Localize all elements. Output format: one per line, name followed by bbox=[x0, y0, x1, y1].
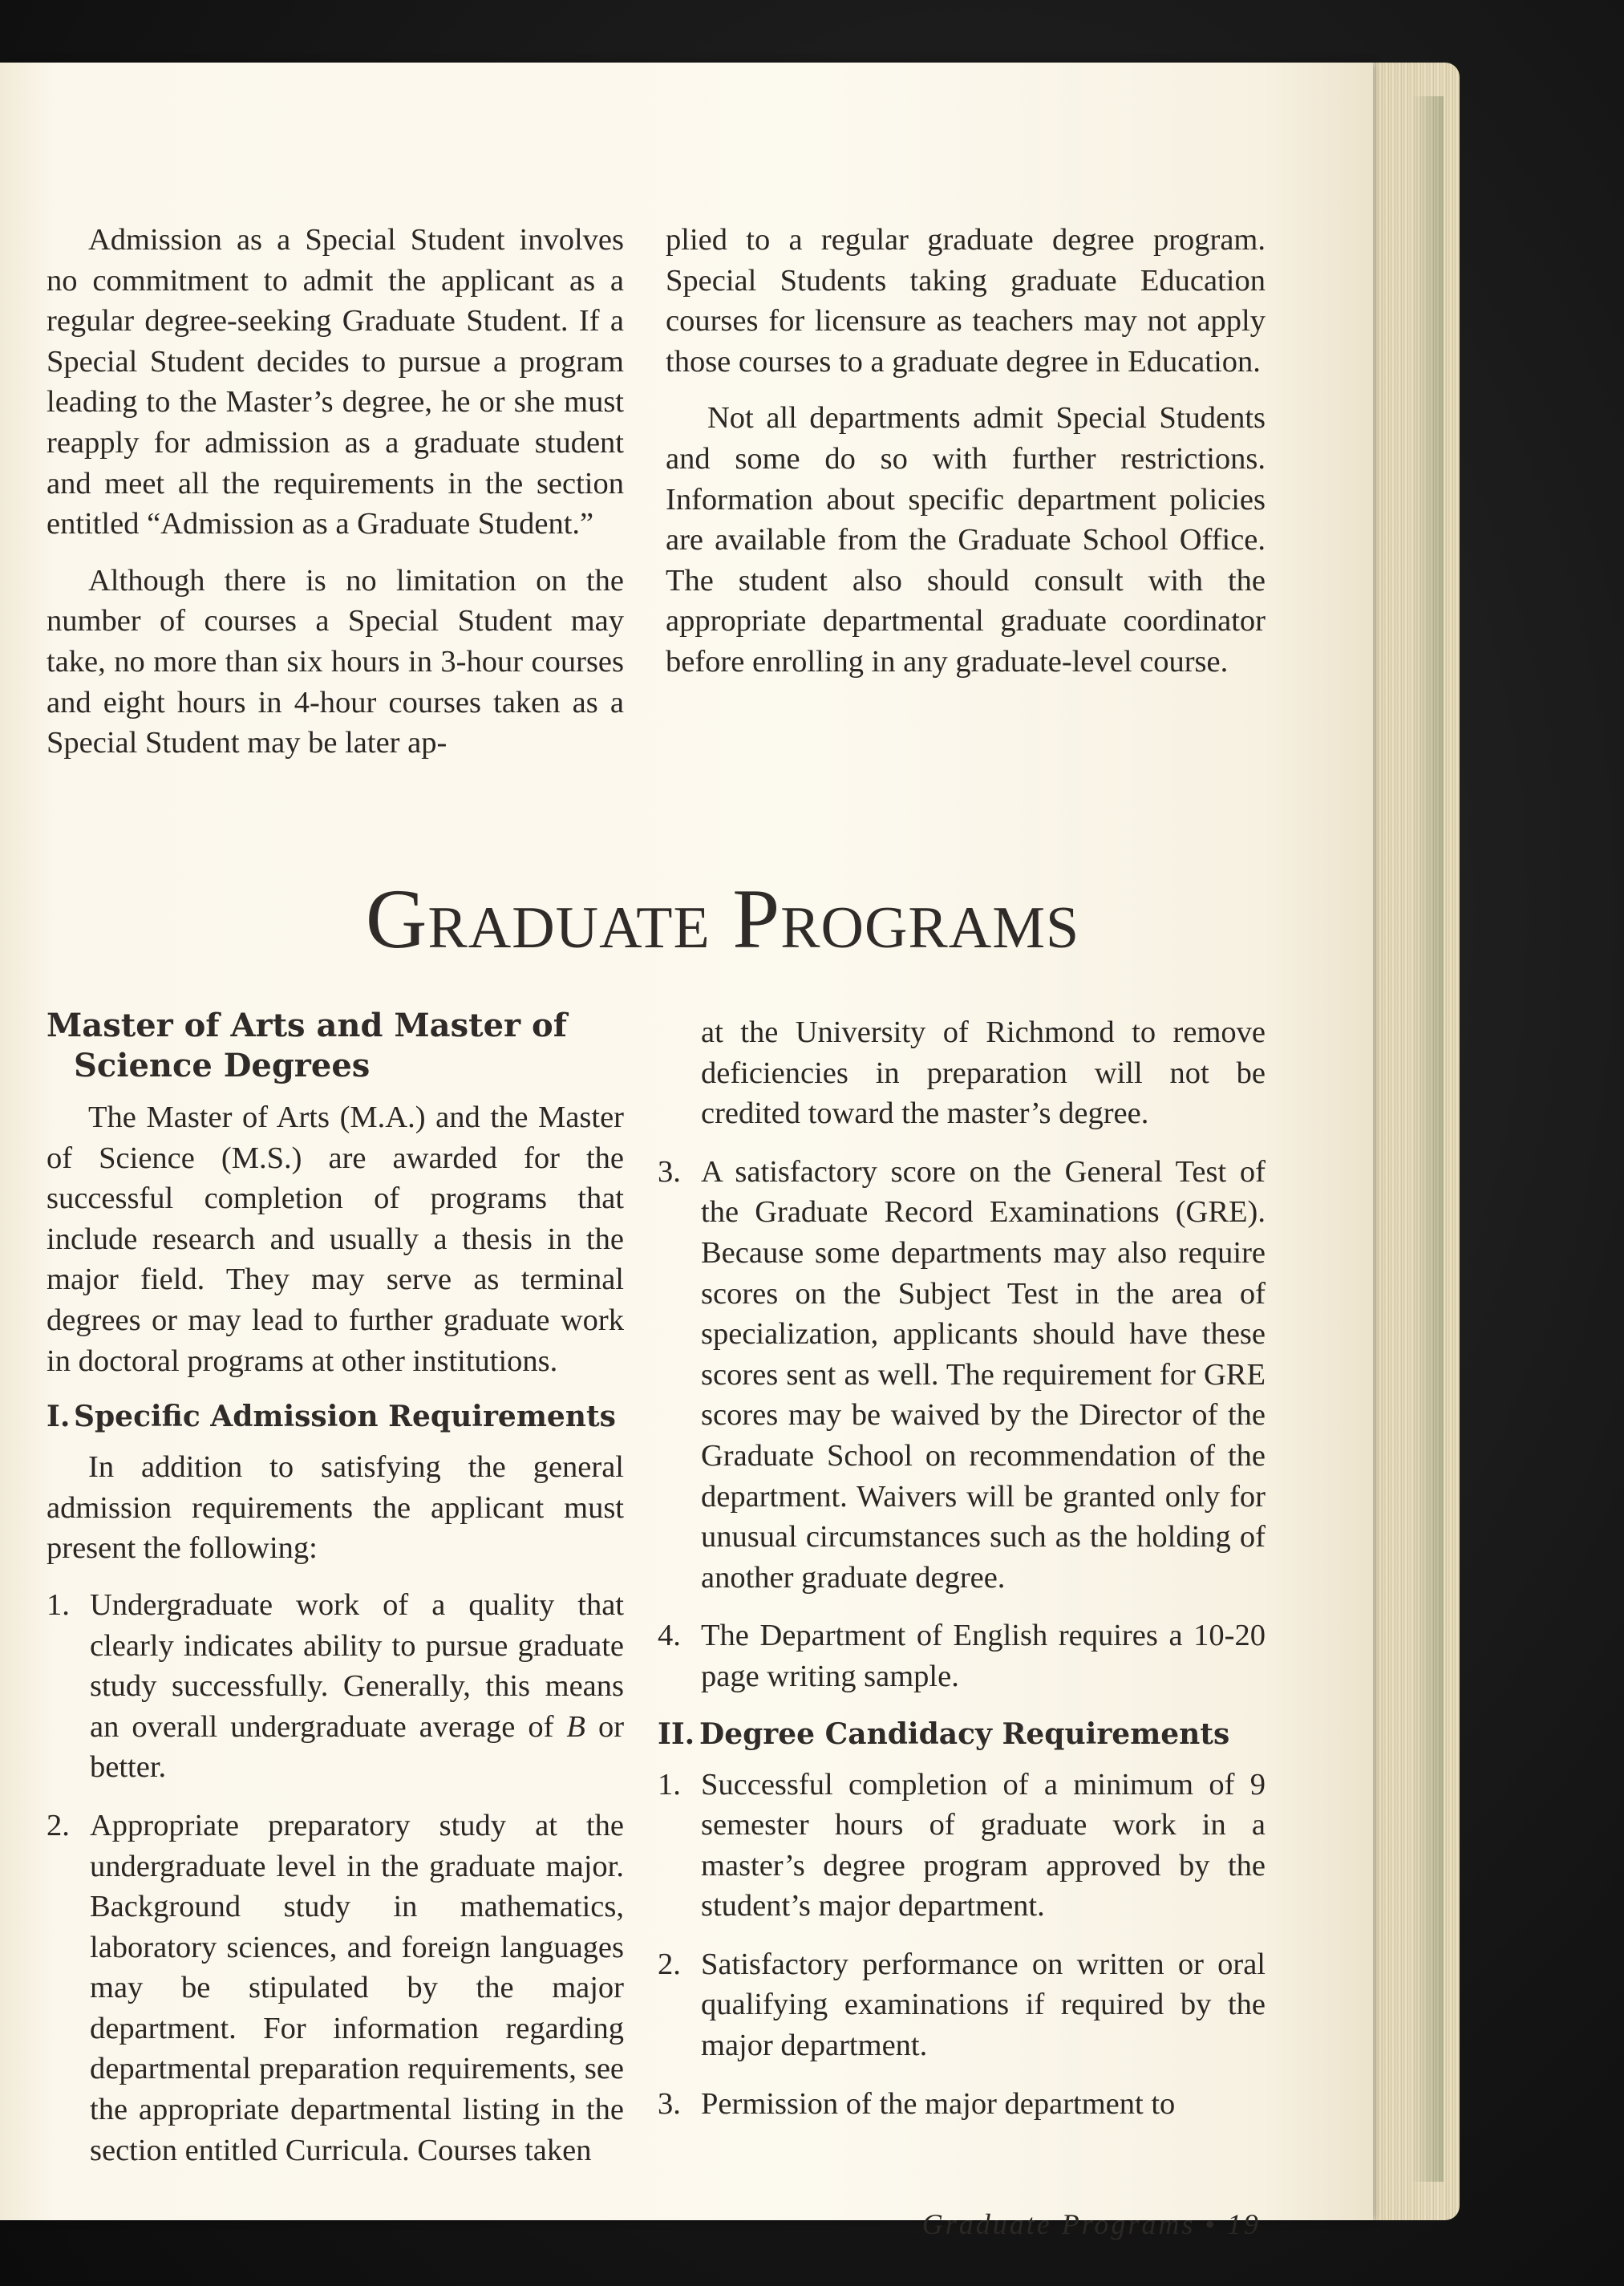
list-item bbox=[658, 1944, 1266, 2066]
left-column-top bbox=[47, 220, 624, 780]
subheading-admission bbox=[47, 1397, 624, 1436]
admission-list-right bbox=[658, 1152, 1266, 1697]
section-heading-line2: Science Degrees bbox=[74, 1047, 371, 1084]
page-edge-shadow bbox=[1411, 96, 1444, 2182]
subheading-admission-number: I. bbox=[47, 1400, 71, 1434]
admission-item-2-continued: at the University of Richmond to remove deficiencies in preparation will not be credited toward the master’s degree. bbox=[701, 1015, 1266, 1131]
special-student-paragraph-3: plied to a regular graduate degree program. Special Students taking graduate Education courses for licensure as teachers may not apply those courses to a graduate degree in Education. bbox=[666, 223, 1266, 379]
page-number: 19 bbox=[1227, 2208, 1261, 2240]
candidacy-list bbox=[658, 1765, 1266, 2125]
subheading-candidacy bbox=[658, 1715, 1266, 1753]
list-item bbox=[658, 1765, 1266, 1927]
subheading-candidacy-number: II. bbox=[658, 1717, 695, 1751]
list-item-tail: or better. bbox=[90, 1709, 625, 1785]
subheading-candidacy-title: Degree Candidacy Requirements bbox=[699, 1717, 1230, 1751]
list-item bbox=[658, 1615, 1266, 1696]
list-item bbox=[47, 1806, 624, 2170]
list-item-text: Successful completion of a minimum of 9 semester hours of graduate work in a master’s degree program approved by the student’s major department. bbox=[701, 1767, 1266, 1923]
right-column-top bbox=[666, 220, 1266, 699]
section-heading-line1: Master of Arts and Master of bbox=[47, 1007, 567, 1044]
footer-label: Graduate Programs bbox=[921, 2208, 1196, 2240]
left-column-bottom bbox=[47, 1006, 624, 2188]
right-column-bottom bbox=[658, 1012, 1266, 2142]
list-item bbox=[658, 1152, 1266, 1599]
subheading-admission-title: Specific Admission Requirements bbox=[74, 1400, 616, 1434]
list-item-text: A satisfactory score on the General Test of the Graduate Record Examinations (GRE). Because some departments may also require scores on the Subject Test in the area of specialization, applicants should have these scores sent as well. The requirement for GRE scores may be waived by the Director of the Graduate School on recommendation of the department. Waivers will be granted only for unusual circumstances such as the holding of another graduate degree. bbox=[701, 1154, 1266, 1595]
page-title: Graduate Programs bbox=[365, 872, 1080, 966]
list-item bbox=[658, 2084, 1266, 2125]
list-item-number: 2. bbox=[47, 1808, 70, 1842]
list-item-text: Satisfactory performance on written or oral qualifying examinations if required by the major department. bbox=[701, 1947, 1266, 2063]
admission-list-left bbox=[47, 1585, 624, 2170]
list-item-number: 4. bbox=[658, 1619, 681, 1653]
book-page bbox=[0, 63, 1373, 2240]
list-item-text: Appropriate preparatory study at the undergraduate level in the graduate major. Background study in mathematics, laboratory sciences, and foreign languages may be stipulated by the major department. For information regarding departmental preparation requirements, see the appropriate departmental listing in the section entitled Curricula. Courses taken bbox=[90, 1808, 624, 2167]
page-footer bbox=[922, 2207, 1261, 2241]
section-intro: The Master of Arts (M.A.) and the Master of Science (M.S.) are awarded for the successful completion of programs that include research and usually a thesis in the major field. They may serve as terminal degrees or may lead to further graduate work in doctoral programs at other institutions. bbox=[47, 1100, 624, 1378]
list-item-emphasis: B bbox=[566, 1709, 585, 1744]
special-student-paragraph-4: Not all departments admit Special Students and some do so with further restrictions. Information about specific department policies are available from the Graduate School Office. The student also should consult with the appropriate departmental graduate coordinator before enrolling in any graduate-level course. bbox=[666, 401, 1266, 679]
footer-bullet: • bbox=[1205, 2208, 1217, 2240]
special-student-paragraph-1: Admission as a Special Student involves no commitment to admit the applicant as a regular degree-seeking Graduate Student. If a Special Student decides to pursue a program leading to the Master’s degree, he or she must reapply for admission as a graduate student and meet all the requirements in the section entitled “Admission as a Graduate Student.” bbox=[47, 223, 624, 541]
list-item-text: Permission of the major department to bbox=[701, 2086, 1176, 2121]
list-item-text: The Department of English requires a 10-20 page writing sample. bbox=[701, 1619, 1266, 1693]
list-item-number: 3. bbox=[658, 1154, 681, 1189]
list-item-text: Undergraduate work of a quality that clearly indicates ability to pursue graduate study successfully. Generally, this means an overall undergraduate average of bbox=[90, 1587, 624, 1744]
list-item bbox=[47, 1585, 624, 1788]
list-item-number: 1. bbox=[658, 1767, 681, 1802]
admission-intro: In addition to satisfying the general admission requirements the applicant must present the following: bbox=[47, 1450, 624, 1566]
special-student-paragraph-2: Although there is no limitation on the number of courses a Special Student may take, no more than six hours in 3-hour courses and eight hours in 4-hour courses taken as a Special Student may be later ap- bbox=[47, 563, 624, 760]
section-heading bbox=[47, 1006, 624, 1086]
list-item-number: 3. bbox=[658, 2086, 681, 2121]
list-item-number: 1. bbox=[47, 1587, 70, 1622]
list-item-number: 2. bbox=[658, 1947, 681, 1981]
